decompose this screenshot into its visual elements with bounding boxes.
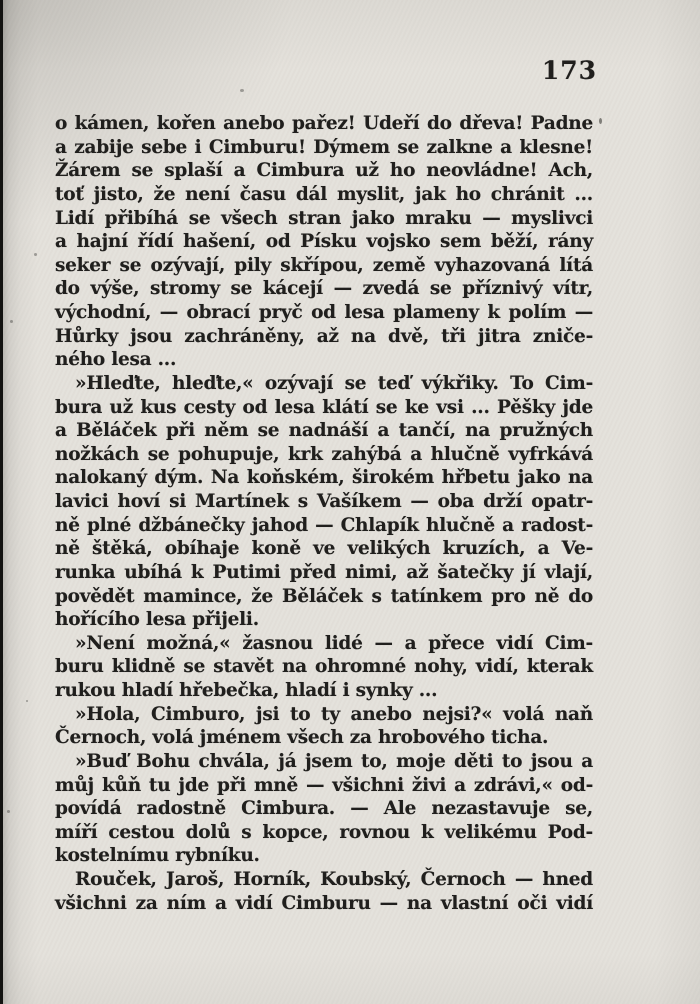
scan-speck (7, 810, 10, 813)
scan-speck (240, 89, 244, 92)
scan-speck (34, 253, 37, 256)
paragraph (55, 372, 593, 632)
text-line: o kámen, kořen anebo pařez! Udeří do dřeva! Padne (55, 113, 593, 134)
text-line: runka ubíhá k Putimi před nimi, až šatečky jí vlají, (55, 561, 593, 583)
text-line: Hůrky jsou zachráněny, až na dvě, tři jitra zniče- (55, 325, 593, 347)
text-line: ného lesa ... (55, 349, 177, 371)
text-line: »Hola, Cimburo, jsi to ty anebo nejsi?« volá naň (75, 703, 593, 725)
text-line: nožkách se pohupuje, krk zahýbá a hlučně vyfrkává (55, 443, 593, 465)
scan-speck (26, 700, 28, 702)
text-line: ně plné džbánečky jahod — Chlapík hlučně a radost- (55, 514, 593, 536)
paragraph (55, 868, 593, 915)
text-line: a hajní řídí hašení, od Písku vojsko sem běží, rány (55, 231, 593, 253)
page-number: 173 (541, 56, 597, 85)
scan-left-edge (0, 0, 3, 1004)
text-line: kostelnímu rybníku. (55, 845, 260, 867)
page-text (55, 112, 593, 915)
text-line: hořícího lesa přijeli. (55, 609, 259, 631)
text-line: »Není možná,« žasnou lidé — a přece vidí Cim- (75, 632, 593, 654)
text-line: rukou hladí hřebečka, hladí i synky ... (55, 680, 438, 701)
text-line: můj kůň tu jde při mně — všichni živi a zdrávi,« od- (55, 774, 593, 796)
paragraph (55, 112, 593, 372)
text-line: ně štěká, obíhaje koně ve velikých kruzích, a Ve- (55, 538, 593, 560)
text-line: lavici hoví si Martínek s Vašíkem — oba drží opatr- (55, 491, 593, 512)
scan-speck (10, 320, 13, 323)
text-line: všichni za ním a vidí Cimburu — na vlastní oči vidí (55, 892, 593, 914)
paragraph (55, 750, 593, 868)
text-line: do výše, stromy se kácejí — zvedá se příznivý vítr, (55, 278, 593, 300)
text-line: »Hleďte, hleďte,« ozývají se teď výkřiky. To Cim- (75, 372, 593, 394)
text-line: Rouček, Jaroš, Horník, Koubský, Černoch — hned (75, 869, 593, 890)
paragraph (55, 632, 593, 703)
text-line: buru klidně se stavět na ohromné nohy, vidí, kterak (55, 656, 593, 678)
text-line: seker se ozývají, pily skřípou, země vyhazovaná lítá (55, 254, 593, 276)
text-line: Lidí přibíhá se všech stran jako mraku — myslivci (55, 207, 593, 229)
text-line: a zabije sebe i Cimburu! Dýmem se zalkne a klesne! (55, 136, 593, 158)
text-line: povídá radostně Cimbura. — Ale nezastavuje se, (55, 798, 593, 820)
text-line: a Běláček při něm se nadnáší a tančí, na pružných (55, 420, 593, 442)
paragraph (55, 703, 593, 750)
text-line: Žárem se splaší a Cimbura už ho neovládne! Ach, (55, 160, 593, 182)
text-line: »Buď Bohu chvála, já jsem to, moje děti to jsou a (75, 750, 593, 772)
text-line: nalokaný dým. Na koňském, širokém hřbetu jako na (55, 467, 593, 489)
text-line: bura už kus cesty od lesa klátí se ke vsi ... Pěšky jde (55, 396, 593, 418)
text-line: východní, — obrací pryč od lesa plameny k polím — (55, 302, 593, 323)
text-line: toť jisto, že není času dál myslit, jak ho chránit ... (55, 183, 593, 205)
text-line: míří cestou dolů s kopce, rovnou k velikému Pod- (55, 821, 593, 843)
text-line: povědět mamince, že Běláček s tatínkem pro ně do (55, 585, 593, 607)
scan-speck (599, 118, 602, 124)
text-line: Černoch, volá jménem všech za hrobového ticha. (55, 727, 549, 749)
